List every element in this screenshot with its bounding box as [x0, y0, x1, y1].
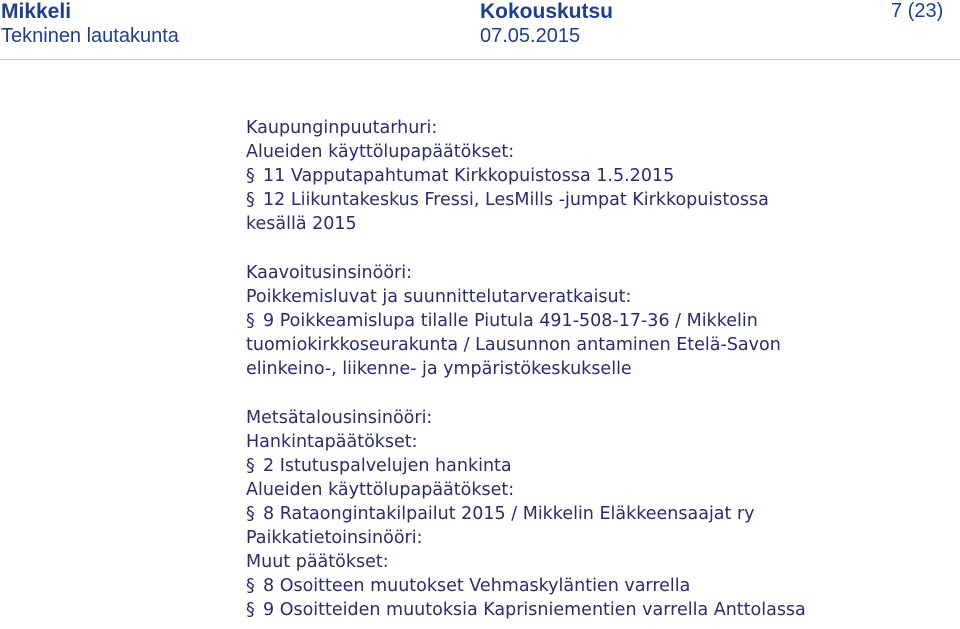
list-item-text: 9 Poikkeamislupa tilalle Piutula 491-508-17-36 / Mikkelin — [263, 311, 758, 331]
list-item-text: 12 Liikuntakeskus Fressi, LesMills -jumpat Kirkkopuistossa — [263, 190, 769, 210]
list-item — [246, 188, 769, 212]
section-sign: § — [246, 190, 255, 210]
list-item — [246, 454, 512, 478]
list-item — [246, 598, 806, 622]
list-item-text: 8 Rataongintakilpailut 2015 / Mikkelin Eläkkeensaajat ry — [263, 504, 755, 524]
section-sign: § — [246, 456, 255, 476]
header-org: Mikkeli — [1, 0, 72, 23]
header-divider — [0, 59, 960, 60]
header-doc-type: Kokouskutsu — [480, 0, 614, 23]
list-item-continuation: kesällä 2015 — [246, 214, 357, 234]
section-title: Kaupunginpuutarhuri: — [246, 118, 438, 138]
section-title: Paikkatietoinsinööri: — [246, 528, 423, 548]
section-subtitle: Hankintapäätökset: — [246, 432, 418, 452]
section-title: Metsätalousinsinööri: — [246, 408, 433, 428]
page-header — [0, 0, 960, 60]
header-committee: Tekninen lautakunta — [1, 25, 179, 47]
header-page-number: 7 (23) — [891, 0, 944, 22]
list-item-continuation: elinkeino-, liikenne- ja ympäristökeskukselle — [246, 359, 632, 379]
list-item-text: 2 Istutuspalvelujen hankinta — [263, 456, 512, 476]
section-subtitle: Muut päätökset: — [246, 552, 389, 572]
section-title: Kaavoitusinsinööri: — [246, 263, 413, 283]
section-sign: § — [246, 504, 255, 524]
list-item-text: 8 Osoitteen muutokset Vehmaskyläntien varrella — [263, 576, 691, 596]
section-subtitle: Alueiden käyttölupapäätökset: — [246, 142, 515, 162]
list-item-text: 11 Vapputapahtumat Kirkkopuistossa 1.5.2015 — [263, 166, 675, 186]
list-item — [246, 164, 674, 188]
list-item — [246, 574, 690, 598]
section-subtitle: Alueiden käyttölupapäätökset: — [246, 480, 515, 500]
list-item-continuation: tuomiokirkkoseurakunta / Lausunnon antaminen Etelä-Savon — [246, 335, 781, 355]
section-sign: § — [246, 311, 255, 331]
section-sign: § — [246, 600, 255, 620]
list-item — [246, 309, 758, 333]
list-item — [246, 502, 755, 526]
section-sign: § — [246, 576, 255, 596]
list-item-text: 9 Osoitteiden muutoksia Kaprisniementien varrella Anttolassa — [263, 600, 806, 620]
section-sign: § — [246, 166, 255, 186]
header-date: 07.05.2015 — [480, 25, 581, 47]
section-subtitle: Poikkemisluvat ja suunnittelutarveratkaisut: — [246, 287, 632, 307]
